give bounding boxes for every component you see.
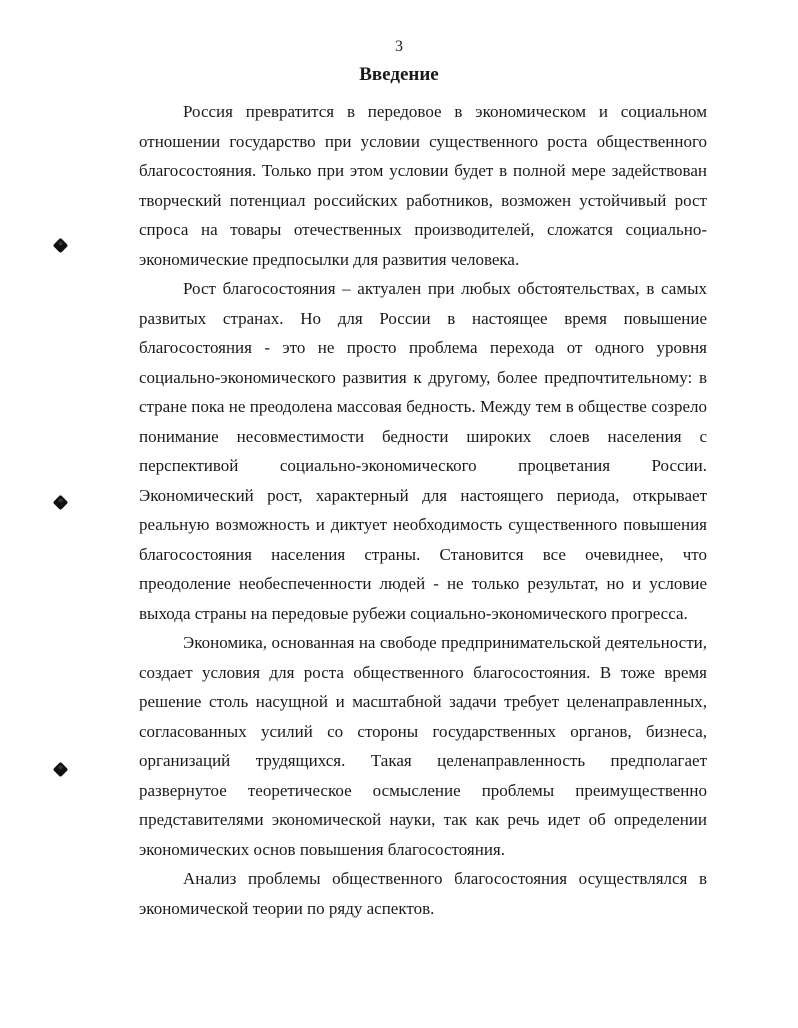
- paragraph-3: Экономика, основанная на свободе предпринимательской деятельности, создает условия для роста общественного благосостояния. В тоже время решение столь насущной и масштабной задачи требует целенаправленных, согласованных усилий со стороны государственных органов, бизнеса, организаций трудящихся. Такая целенаправленность предполагает развернутое теоретическое осмысление проблемы преимущественно представителями экономической науки, так как речь идет об определении экономических основ повышения благосостояния.: [139, 633, 707, 859]
- page-title: Введение: [359, 64, 439, 85]
- binding-hole-mark-middle: [53, 495, 69, 511]
- paragraph-2: Рост благосостояния – актуален при любых обстоятельствах, в самых развитых странах. Но для России в настоящее время повышение благосостояния - это не просто проблема перехода от одного уровня социально-экономического развития к другому, более предпочтительному: в стране пока не преодолена массовая бедность. Между тем в обществе созрело понимание несовместимости бедности широких слоев населения с перспективой социально-экономического процветания России. Экономический рост, характерный для настоящего периода, открывает реальную возможность и диктует необходимость существенного повышения благосостояния населения страны. Становится все очевиднее, что преодоление необеспеченности людей - не только результат, но и условие выхода страны на передовые рубежи социально-экономического прогресса.: [139, 279, 707, 623]
- binding-hole-mark-bottom: [53, 762, 69, 778]
- page-number: 3: [395, 38, 403, 55]
- paragraph-4: Анализ проблемы общественного благосостояния осуществлялся в экономической теории по ряду аспектов.: [139, 869, 707, 918]
- document-body: [139, 97, 707, 923]
- binding-hole-mark-top: [53, 238, 69, 254]
- paragraph-1: Россия превратится в передовое в экономическом и социальном отношении государство при условии существенного роста общественного благосостояния. Только при этом условии будет в полной мере задействован творческий потенциал российских работников, возможен устойчивый рост спроса на товары отечественных производителей, сложатся социально-экономические предпосылки для развития человека.: [139, 102, 707, 269]
